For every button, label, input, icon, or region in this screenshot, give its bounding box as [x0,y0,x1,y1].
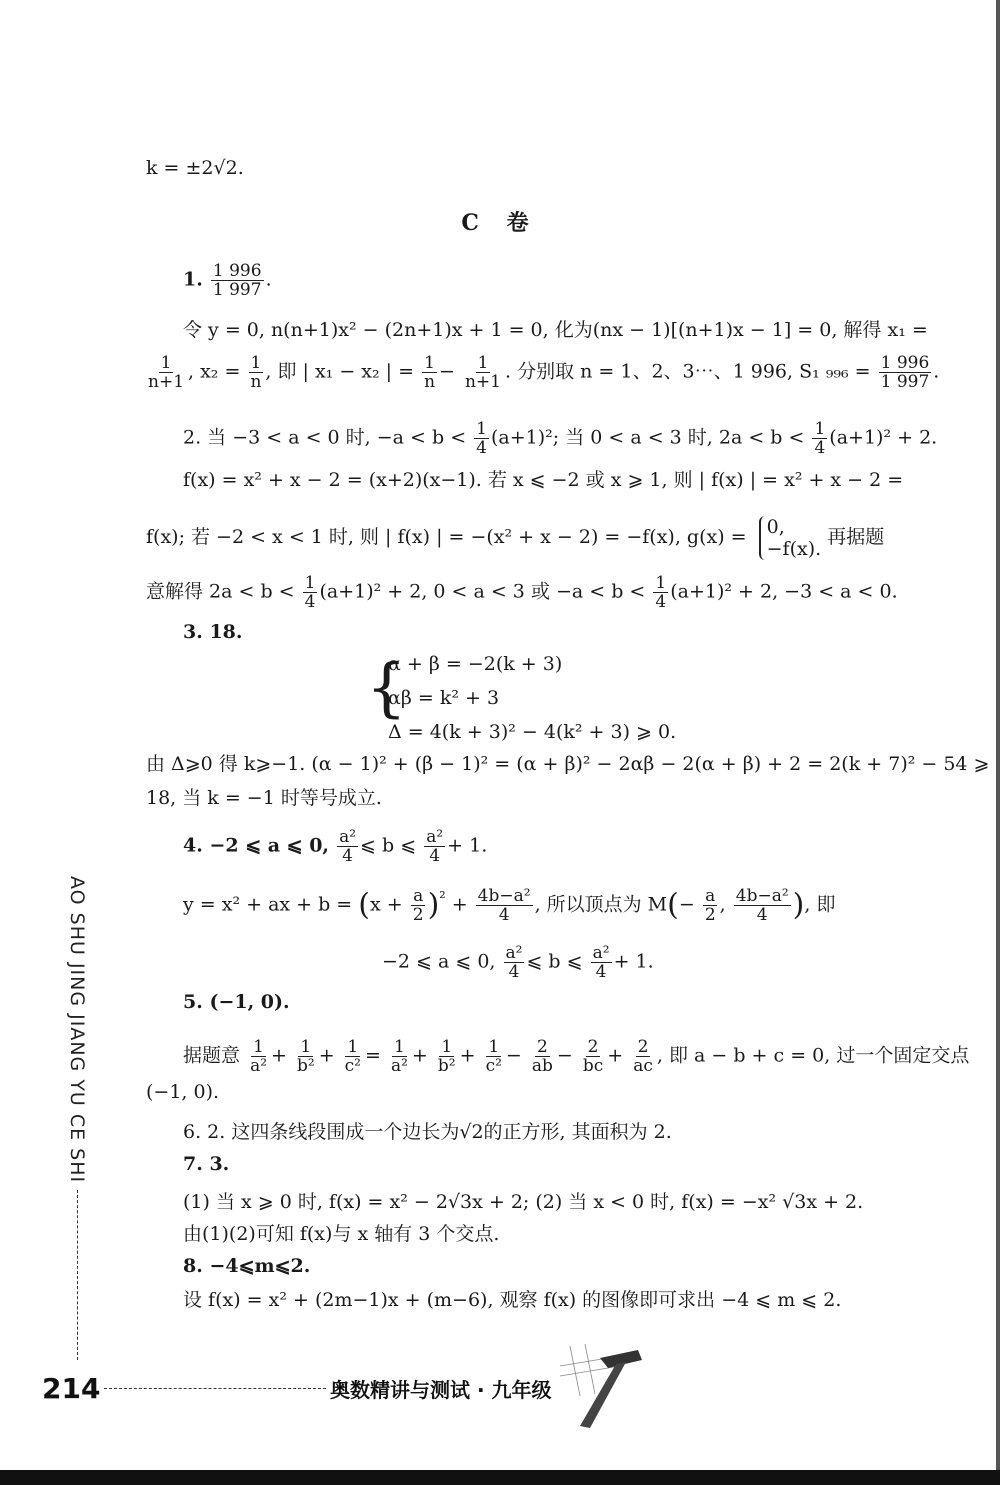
q7-line1: (1) 当 x ⩾ 0 时, f(x) = x² − 2√3x + 2; (2) 当 x < 0 时, f(x) = −x² √3x + 2. [183,1191,864,1213]
q2-line4: 意解得 2a < b < $\frac{1}{4}$ (a+1)² + 2, 0 < a < 3 或 −a < b < $\frac{1}{4}$ (a+1)² + 2, −3 < a < 0. [146,573,898,612]
q8-answer: 8. −4⩽m⩽2. [183,1255,311,1277]
q2-line2: f(x) = x² + x − 2 = (x+2)(x−1). 若 x ⩽ −2 或 x ⩾ 1, 则 | f(x) | = x² + x − 2 = [183,469,904,491]
q3-line2: 18, 当 k = −1 时等号成立. [146,787,382,809]
q6-line: 6. 2. 这四条线段围成一个边长为√2的正方形, 其面积为 2. [183,1121,672,1143]
book-title: 奥数精讲与测试 · 九年级 [330,1378,552,1402]
scan-bottom-edge [0,1470,1000,1485]
q3-sys3: Δ = 4(k + 3)² − 4(k² + 3) ⩾ 0. [388,721,677,743]
q5-answer: 5. (−1, 0). [183,991,290,1013]
section-title: C 卷 [461,210,539,236]
q4-answer: 4. −2 ⩽ a ⩽ 0, $\frac{\text{a²}}{4}$ ⩽ b ⩽ $\frac{\text{a²}}{4}$ + 1. [183,827,488,866]
q3-answer: 3. 18. [183,621,243,643]
q3-sys2: αβ = k² + 3 [388,687,500,709]
q1-answer: 1. $\frac{1 996}{1 997}$ . [183,261,272,300]
q5-line1: 据题意 $\frac{1}{\text{a²}}$ + $\frac{1}{\text{b²}}$ + $\frac{1}{\text{c²}}$ = $\frac{1}{\text{a²}}$ + $\frac{1}{\text{b²}}$ + $\frac{1}{\text{c²}}$ − $\frac{2}{ab}$ − $\frac{2}{bc}$ + $\frac{2}{ac}$ , 即 a − b + c = 0, 过一个固定交点 [183,1037,970,1076]
q7-line2: 由(1)(2)可知 f(x)与 x 轴有 3 个交点. [183,1223,500,1245]
sidebar-dash [77,1190,78,1360]
q3-line1: 由 Δ⩾0 得 k⩾−1. (α − 1)² + (β − 1)² = (α + β)² − 2αβ − 2(α + β) + 2 = 2(k + 7)² − 54 ⩾ [146,753,990,775]
footer-dash [104,1388,326,1389]
q4-line3: −2 ⩽ a ⩽ 0, $\frac{\text{a²}}{4}$ ⩽ b ⩽ $\frac{\text{a²}}{4}$ + 1. [382,943,654,982]
q7-answer: 7. 3. [183,1153,230,1175]
q2-line1: 2. 当 −3 < a < 0 时, −a < b < $\frac{1}{4}$ (a+1)²; 当 0 < a < 3 时, 2a < b < $\frac{1}{4}$ (a+1)² + 2. [183,419,938,458]
q5-line2: (−1, 0). [146,1081,220,1103]
top-line: k = ±2√2. [146,157,244,179]
q3-sys1: α + β = −2(k + 3) [388,653,563,675]
q4-line2: y = x² + ax + b = (x + $\frac{a}{2}$ )$^{^2}$ + $\frac{\text{4b−a²}}{4}$ , 所以顶点为 M(− $\frac{a}{2}$ , $\frac{\text{4b−a²}}{4}$ ), 即 [183,885,836,925]
q1-line2: $\frac{1}{n+1}$ , x₂ = $\frac{1}{n}$ , 即 | x₁ − x₂ | = $\frac{1}{n}$ − $\frac{1}{n+1}$ . 分别取 n = 1、2、3⋯、1 996, S₁ ₉₉₆ = $\frac{1 996}{1 997}$ . [148,353,940,392]
hammer-icon [560,1336,650,1436]
q8-line1: 设 f(x) = x² + (2m−1)x + (m−6), 观察 f(x) 的图像即可求出 −4 ⩽ m ⩽ 2. [183,1289,842,1311]
system-brace: { [366,651,407,725]
q1-line1: 令 y = 0, n(n+1)x² − (2n+1)x + 1 = 0, 化为(nx − 1)[(n+1)x − 1] = 0, 解得 x₁ = [183,319,928,341]
q2-line3: f(x); 若 −2 < x < 1 时, 则 | f(x) | = −(x² + x − 2) = −f(x), g(x) = 0, −f(x). 再据题 [146,516,885,560]
sidebar-pinyin: AO SHU JING JIANG YU CE SHI [66,876,88,1184]
page-number: 214 [42,1372,101,1405]
